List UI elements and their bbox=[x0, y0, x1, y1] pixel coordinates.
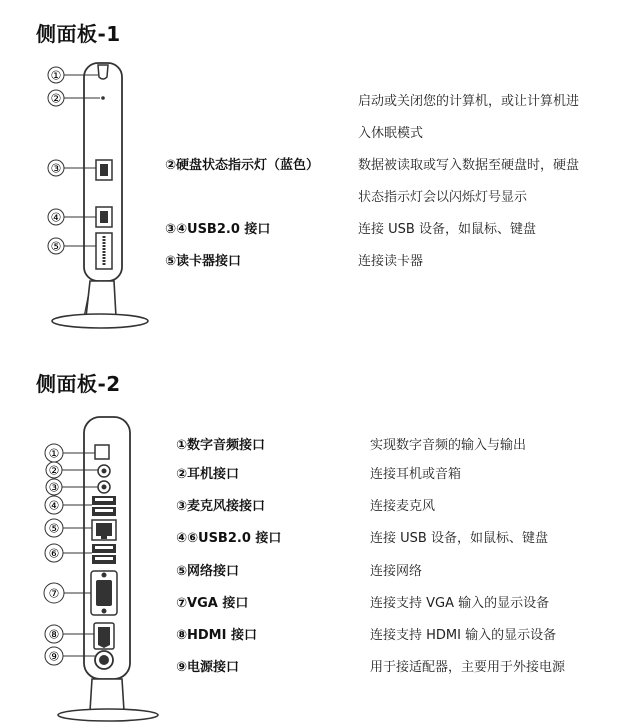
callout-label: ② bbox=[50, 91, 62, 106]
svg-text:②: ② bbox=[48, 463, 60, 478]
stand-base bbox=[58, 709, 158, 721]
power-jack bbox=[95, 651, 113, 669]
panel1-desc-usb: 连接 USB 设备，如鼠标、键盘 bbox=[358, 222, 536, 237]
panel2-desc-digital-audio: 实现数字音频的输入与输出 bbox=[370, 438, 527, 453]
hdmi-port bbox=[94, 623, 114, 649]
panel2-desc-vga: 连接支持 VGA 输入的显示设备 bbox=[370, 596, 550, 611]
panel1-label-usb: ③④USB2.0 接口 bbox=[165, 222, 271, 237]
panel2-desc-mic: 连接麦克风 bbox=[370, 499, 436, 514]
panel1-title: 侧面板-1 bbox=[36, 22, 121, 46]
panel2-desc-power: 用于接适配器，主要用于外接电源 bbox=[370, 660, 566, 675]
panel2-label-network: ⑤网络接口 bbox=[176, 564, 240, 579]
side-panel-2-diagram bbox=[0, 405, 180, 725]
svg-text:⑨: ⑨ bbox=[48, 649, 60, 664]
panel1-label-card-reader: ⑤读卡器接口 bbox=[165, 254, 242, 269]
panel1-desc-hdd-2: 状态指示灯会以闪烁灯号显示 bbox=[358, 190, 528, 205]
panel2-desc-hdmi: 连接支持 HDMI 输入的显示设备 bbox=[370, 628, 557, 643]
svg-text:⑧: ⑧ bbox=[48, 627, 60, 642]
panel2-desc-usb: 连接 USB 设备，如鼠标、键盘 bbox=[370, 531, 548, 546]
callout-label: ④ bbox=[50, 210, 62, 225]
panel2-label-digital-audio: ①数字音频接口 bbox=[176, 438, 266, 453]
panel2-label-power: ⑨电源接口 bbox=[176, 660, 240, 675]
callout-label: ① bbox=[50, 68, 62, 83]
panel2-desc-headphone: 连接耳机或音箱 bbox=[370, 467, 462, 482]
callout-label: ③ bbox=[50, 161, 62, 176]
stand-base bbox=[52, 314, 148, 328]
digital-audio-port bbox=[95, 445, 109, 459]
panel2-title: 侧面板-2 bbox=[36, 372, 121, 396]
tower-stand bbox=[90, 679, 124, 711]
svg-text:⑥: ⑥ bbox=[48, 546, 60, 561]
tower-stand bbox=[86, 281, 116, 317]
svg-text:⑤: ⑤ bbox=[48, 521, 60, 536]
panel1-desc-power-1: 启动或关闭您的计算机，或让计算机进 bbox=[358, 94, 580, 109]
panel1-desc-card-reader: 连接读卡器 bbox=[358, 254, 424, 269]
hdd-led bbox=[101, 96, 105, 100]
panel2-label-hdmi: ⑧HDMI 接口 bbox=[176, 628, 257, 643]
power-button bbox=[98, 65, 108, 79]
panel2-label-usb: ④⑥USB2.0 接口 bbox=[176, 531, 282, 546]
panel2-label-vga: ⑦VGA 接口 bbox=[176, 596, 249, 611]
callout-label: ⑤ bbox=[50, 239, 62, 254]
ethernet-port bbox=[92, 520, 116, 540]
svg-text:③: ③ bbox=[48, 480, 60, 495]
panel1-label-hdd-led: ②硬盘状态指示灯（蓝色） bbox=[165, 158, 320, 173]
svg-text:⑦: ⑦ bbox=[48, 586, 60, 601]
svg-text:①: ① bbox=[48, 446, 60, 461]
svg-text:④: ④ bbox=[48, 498, 60, 513]
panel2-label-mic: ③麦克风接接口 bbox=[176, 499, 266, 514]
panel2-label-headphone: ②耳机接口 bbox=[176, 467, 240, 482]
panel2-desc-network: 连接网络 bbox=[370, 564, 423, 579]
vga-port bbox=[91, 571, 117, 615]
panel1-desc-hdd-1: 数据被读取或写入数据至硬盘时，硬盘 bbox=[358, 158, 580, 173]
side-panel-1-diagram bbox=[0, 55, 170, 395]
panel1-desc-power-2: 入休眠模式 bbox=[358, 126, 424, 141]
